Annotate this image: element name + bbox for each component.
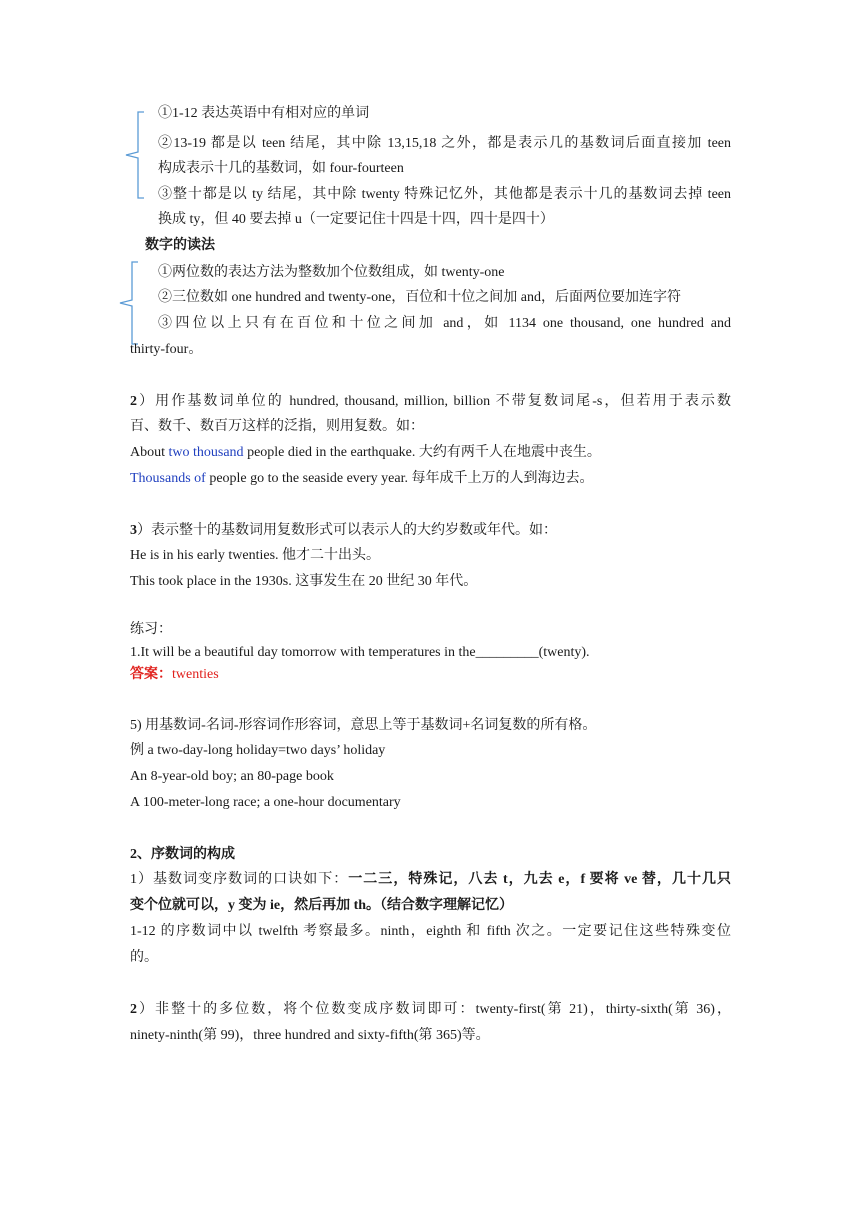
reading-line-4: thirty-four。: [130, 342, 203, 357]
example-1: [130, 443, 601, 463]
example-2-highlight: Thousands of: [130, 471, 206, 486]
group1-line-2: ②13-19 都是以 teen 结尾，其中除 13,15,18 之外，都是表示几的基数词后面直接加 teen: [158, 136, 731, 151]
group1-line-1: ①1-12 表达英语中有相对应的单词: [158, 106, 370, 121]
ordinal-section-2-line-2: ninety-ninth(第 99)，three hundred and sixty-fifth(第 365)等。: [130, 1028, 490, 1043]
ordinal-section-2-text: ）非整十的多位数，将个位数变成序数词即可：twenty-first(第 21)，thirty-sixth(第 36)，: [137, 1002, 731, 1017]
left-brace-group-2: [116, 260, 140, 346]
ordinal-line-3: 1-12 的序数词中以 twelfth 考察最多。ninth，eighth 和 fifth 次之。一定要记住这些特殊变位: [130, 924, 731, 939]
ordinal-section-2-line-1: [130, 1000, 731, 1020]
answer-label: 答案：: [130, 667, 172, 682]
section-2-number: 2: [130, 394, 137, 409]
section-2-line-2: 百、数千、数百万这样的泛指，则用复数。如：: [130, 419, 424, 434]
practice-answer: [130, 665, 219, 685]
ordinal-rhyme-1: 一二三，特殊记，八去 t，九去 e，f 要将 ve 替，几十几只: [348, 872, 731, 887]
section-5-line-3: An 8-year-old boy; an 80-page book: [130, 769, 334, 784]
section-3-line-2: He is in his early twenties. 他才二十出头。: [130, 548, 381, 563]
section-2-text: ）用作基数词单位的 hundred, thousand, million, billion 不带复数词尾-s，但若用于表示数: [137, 394, 731, 409]
section-5-line-4: A 100-meter-long race; a one-hour documentary: [130, 795, 401, 810]
section-5-line-1: 5) 用基数词-名词-形容词作形容词，意思上等于基数词+名词复数的所有格。: [130, 718, 597, 733]
reading-title: 数字的读法: [145, 238, 215, 253]
ordinal-rhyme-2: 变个位就可以，y 变为 ie，然后再加 th。（结合数字理解记忆）: [130, 898, 514, 913]
group1-line-3: 构成表示十几的基数词，如 four-fourteen: [158, 161, 404, 176]
example-2: [130, 469, 593, 489]
section-3-line-1: [130, 521, 557, 541]
group1-line-5: 换成 ty，但 40 要去掉 u（一定要记住十四是十四，四十是四十）: [158, 212, 554, 227]
left-brace-group-1: [122, 110, 146, 200]
ordinal-title: 2、序数词的构成: [130, 847, 235, 862]
practice-question-1: 1.It will be a beautiful day tomorrow with temperatures in the_________(twenty).: [130, 645, 590, 660]
practice-title: 练习：: [130, 622, 172, 637]
reading-line-2: ②三位数如 one hundred and twenty-one，百位和十位之间加 and，后面两位要加连字符: [158, 290, 681, 305]
ordinal-section-2-number: 2: [130, 1002, 137, 1017]
example-1-highlight: two thousand: [168, 445, 244, 460]
example-1-prefix: About: [130, 445, 169, 460]
section-3-text: ）表示整十的基数词用复数形式可以表示人的大约岁数或年代。如：: [137, 523, 557, 538]
section-2-line-1: [130, 392, 731, 412]
example-1-rest: people died in the earthquake. 大约有两千人在地震中丧生。: [243, 445, 601, 460]
section-3-line-3: This took place in the 1930s. 这事发生在 20 世纪 30 年代。: [130, 574, 478, 589]
answer-value: twenties: [172, 667, 219, 682]
section-3-number: 3: [130, 523, 137, 538]
section-5-line-2: 例 a two-day-long holiday=two days’ holiday: [130, 743, 386, 758]
example-2-rest: people go to the seaside every year. 每年成千上万的人到海边去。: [205, 471, 594, 486]
group1-line-4: ③整十都是以 ty 结尾，其中除 twenty 特殊记忆外，其他都是表示十几的基数词去掉 teen: [158, 187, 731, 202]
ordinal-line-1-prefix: 1）基数词变序数词的口诀如下：: [130, 872, 349, 887]
reading-line-3: ③四位以上只有在百位和十位之间加 and，如 1134 one thousand, one hundred and: [158, 316, 731, 331]
ordinal-line-1: [130, 870, 731, 890]
ordinal-line-4: 的。: [130, 950, 158, 965]
reading-line-1: ①两位数的表达方法为整数加个位数组成，如 twenty-one: [158, 265, 505, 280]
